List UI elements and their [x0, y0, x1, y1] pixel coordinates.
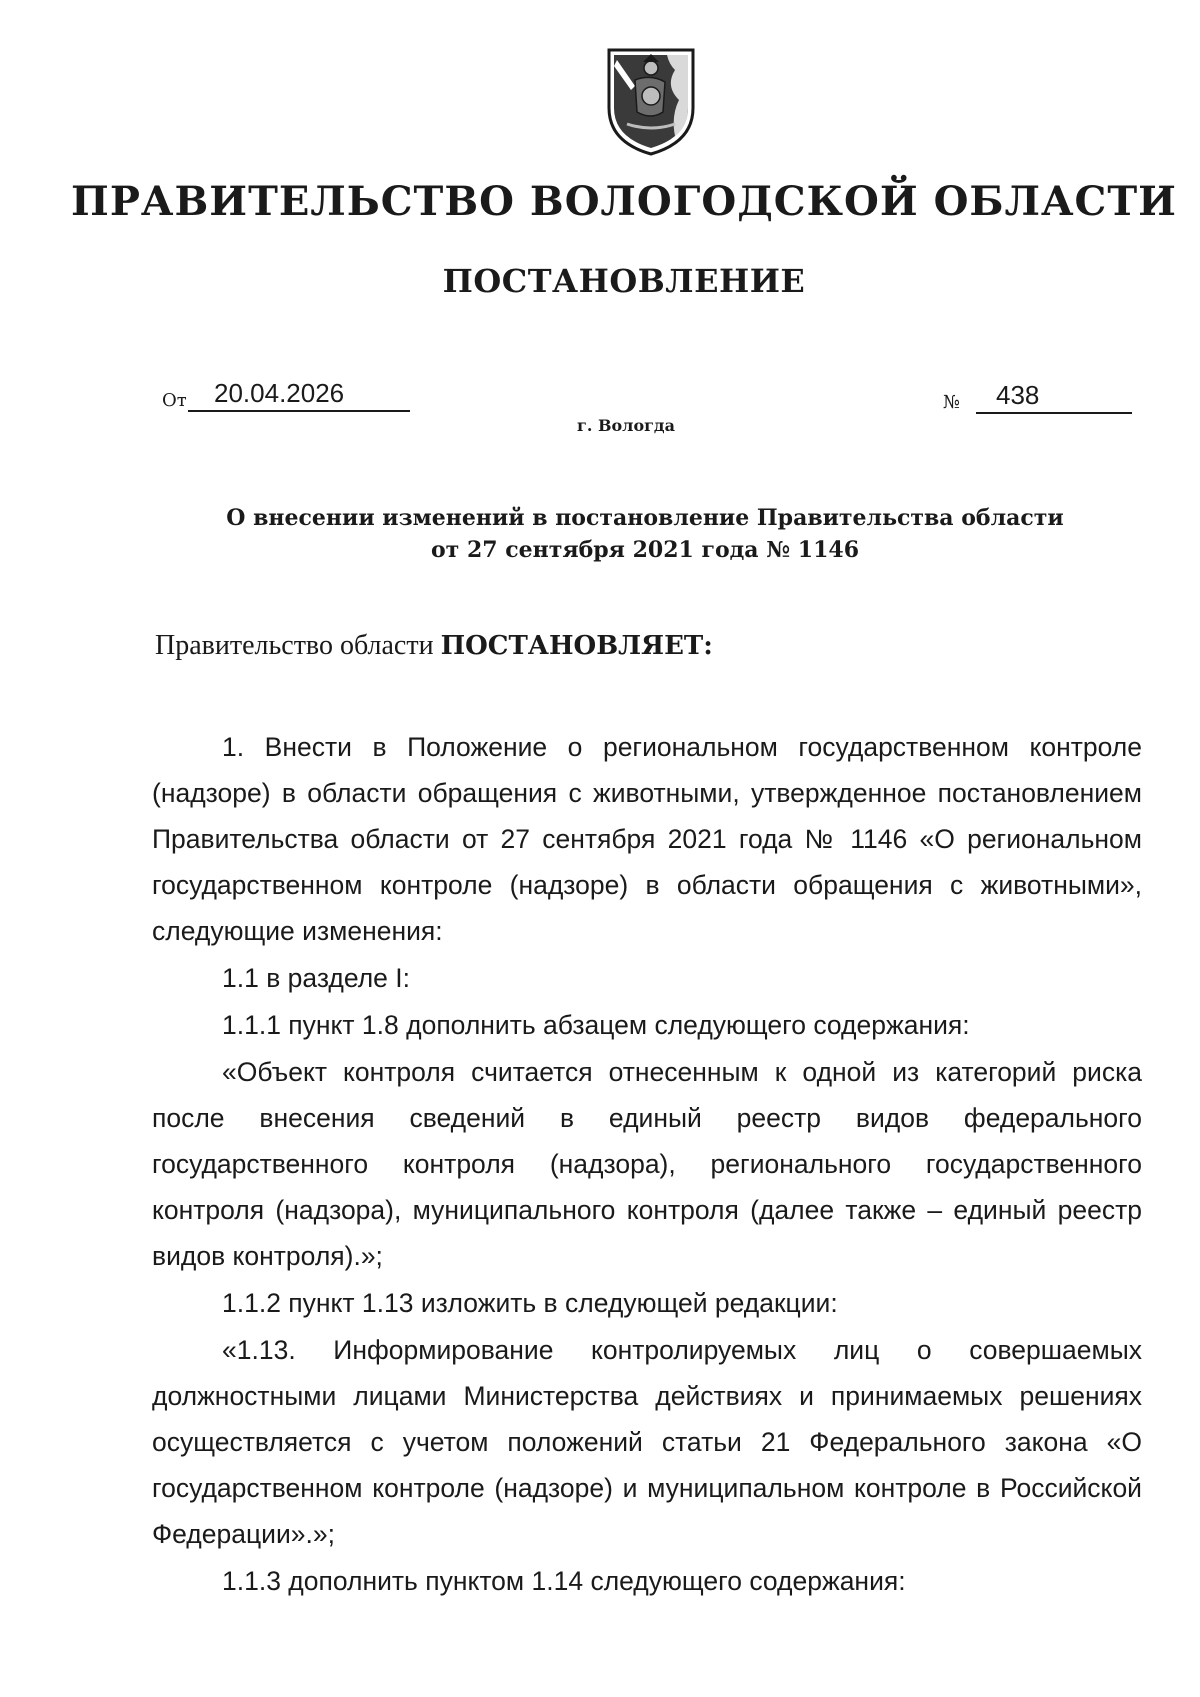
document-date: 20.04.2026 — [188, 380, 410, 412]
paragraph-1-1-3: 1.1.3 дополнить пунктом 1.14 следующего содержания: — [222, 1566, 906, 1596]
paragraph-1: 1. Внести в Положение о региональном государственном контроле (надзоре) в области обращения с животными, утвержденное постановлением Правительства области от 27 сентября 2021 года № 1146 «О региональном государственном контроле (надзоре) в области обращения с животными», следующие изменения: — [152, 732, 1142, 946]
document-type: ПОСТАНОВЛЕНИЕ — [442, 262, 806, 300]
paragraph-quote-2: «1.13. Информирование контролируемых лиц о совершаемых должностными лицами Министерства действиях и принимаемых решениях осуществляется с учетом положений статьи 21 Федерального закона «О государственном контроле (надзоре) и муниципальном контроле в Российской Федерации».»; — [152, 1335, 1142, 1549]
document-body — [152, 724, 1142, 1605]
subject-line-1: О внесении изменений в постановление Правительства области — [226, 505, 1064, 531]
government-title: ПРАВИТЕЛЬСТВО ВОЛОГОДСКОЙ ОБЛАСТИ — [71, 178, 1177, 225]
coat-of-arms-icon — [605, 46, 697, 158]
resolution-statement — [155, 630, 713, 662]
number-label: № — [943, 392, 961, 413]
resolution-lead: Правительство области — [155, 630, 441, 661]
subject-line-2: от 27 сентября 2021 года № 1146 — [430, 537, 859, 563]
document-number: 438 — [976, 382, 1132, 414]
paragraph-1-1: 1.1 в разделе I: — [222, 963, 410, 993]
paragraph-1-1-1: 1.1.1 пункт 1.8 дополнить абзацем следующего содержания: — [222, 1010, 970, 1040]
paragraph-quote-1: «Объект контроля считается отнесенным к одной из категорий риска после внесения сведений в единый реестр видов федерального государственного контроля (надзора), регионального государственного контроля (надзора), муниципального контроля (далее также – единый реестр видов контроля).»; — [152, 1057, 1142, 1271]
document-subject — [150, 502, 1140, 566]
paragraph-1-1-2: 1.1.2 пункт 1.13 изложить в следующей редакции: — [222, 1288, 838, 1318]
city-name: г. Вологда — [577, 416, 675, 435]
resolution-keyword: ПОСТАНОВЛЯЕТ: — [440, 631, 713, 661]
date-label: От — [162, 390, 187, 411]
